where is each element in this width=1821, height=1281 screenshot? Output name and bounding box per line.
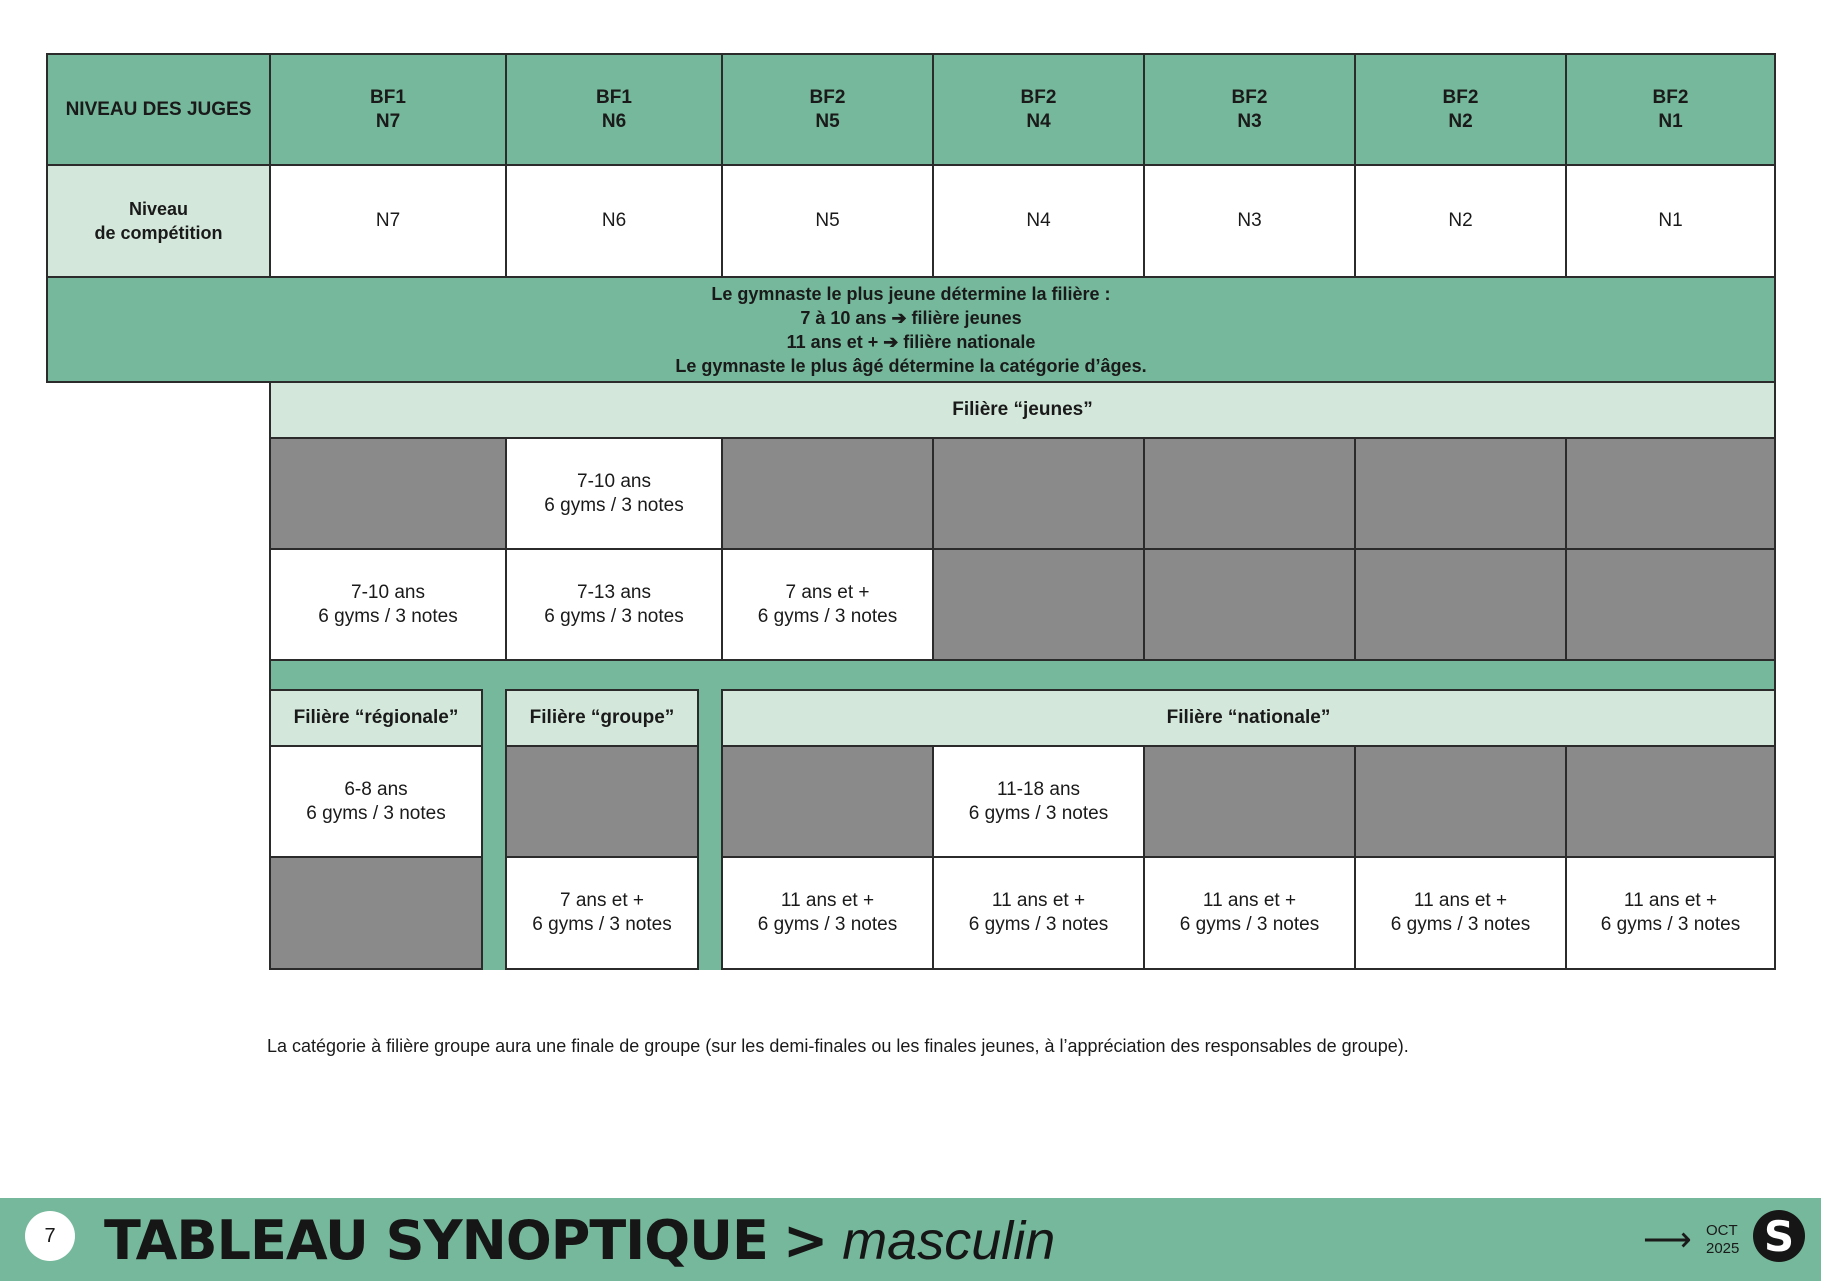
jeunes-n6-cell: 7-10 ans 6 gyms / 3 notes	[505, 437, 723, 550]
rules-band	[46, 276, 1776, 383]
empty-cell	[1143, 437, 1356, 550]
date-month: OCT	[1706, 1222, 1738, 1239]
jeunes-n6-cell-2: 7-13 ans 6 gyms / 3 notes	[505, 548, 723, 661]
filiere-regionale-title: Filière “régionale”	[269, 689, 483, 747]
page-number: 7	[25, 1211, 75, 1261]
empty-cell	[269, 856, 483, 970]
header-col-1: BF1 N7	[269, 53, 507, 166]
header-col-3: BF2 N5	[721, 53, 934, 166]
competition-level-cell: N7	[269, 164, 507, 278]
empty-cell	[1565, 548, 1776, 661]
competition-level-cell: N3	[1143, 164, 1356, 278]
competition-level-cell: N2	[1354, 164, 1567, 278]
competition-level-cell: N4	[932, 164, 1145, 278]
jeunes-n5-cell: 7 ans et + 6 gyms / 3 notes	[721, 548, 934, 661]
nationale-cell: 11 ans et + 6 gyms / 3 notes	[932, 856, 1145, 970]
title-bold: TABLEAU SYNOPTIQUE	[104, 1209, 768, 1272]
groupe-cell: 7 ans et + 6 gyms / 3 notes	[505, 856, 699, 970]
empty-cell	[1143, 745, 1356, 858]
competition-level-label: Niveau de compétition	[46, 164, 271, 278]
title-separator: >	[782, 1209, 828, 1272]
header-col-5: BF2 N3	[1143, 53, 1356, 166]
filiere-groupe-title: Filière “groupe”	[505, 689, 699, 747]
regionale-cell: 6-8 ans 6 gyms / 3 notes	[269, 745, 483, 858]
empty-cell	[721, 437, 934, 550]
empty-cell	[1354, 548, 1567, 661]
competition-level-cell: N1	[1565, 164, 1776, 278]
empty-cell	[1565, 745, 1776, 858]
empty-cell	[1354, 745, 1567, 858]
separator-column	[481, 690, 505, 970]
empty-cell	[505, 745, 699, 858]
empty-cell	[1565, 437, 1776, 550]
header-col-6: BF2 N2	[1354, 53, 1567, 166]
logo-icon: S	[1753, 1210, 1805, 1262]
date-year: 2025	[1706, 1240, 1740, 1257]
nationale-cell: 11 ans et + 6 gyms / 3 notes	[721, 856, 934, 970]
nationale-n4-cell: 11-18 ans 6 gyms / 3 notes	[932, 745, 1145, 858]
empty-cell	[721, 745, 934, 858]
footnote: La catégorie à filière groupe aura une finale de groupe (sur les demi-finales ou les finales jeunes, à l’appréciation des responsables de groupe).	[267, 1036, 1409, 1056]
competition-level-cell: N5	[721, 164, 934, 278]
separator-band	[269, 661, 1776, 691]
rule-line: 11 ans et + ➔ filière nationale	[786, 331, 1036, 352]
header-col-4: BF2 N4	[932, 53, 1145, 166]
empty-cell	[932, 437, 1145, 550]
rule-line: Le gymnaste le plus âgé détermine la catégorie d’âges.	[675, 355, 1147, 376]
competition-level-cell: N6	[505, 164, 723, 278]
separator-column	[697, 690, 721, 970]
page-title	[104, 1208, 1055, 1274]
empty-cell	[932, 548, 1145, 661]
nationale-cell: 11 ans et + 6 gyms / 3 notes	[1565, 856, 1776, 970]
rule-line: 7 à 10 ans ➔ filière jeunes	[800, 307, 1022, 328]
arrow-right-icon: ⟶	[1643, 1221, 1692, 1259]
edition-date	[1706, 1222, 1739, 1258]
header-col-2: BF1 N6	[505, 53, 723, 166]
title-italic: masculin	[842, 1211, 1056, 1271]
nationale-cell: 11 ans et + 6 gyms / 3 notes	[1143, 856, 1356, 970]
rule-line: Le gymnaste le plus jeune détermine la filière :	[711, 283, 1111, 304]
jeunes-n7-cell: 7-10 ans 6 gyms / 3 notes	[269, 548, 507, 661]
filiere-nationale-title: Filière “nationale”	[721, 689, 1776, 747]
filiere-jeunes-title: Filière “jeunes”	[269, 381, 1776, 439]
header-corner: NIVEAU DES JUGES	[46, 53, 271, 166]
empty-cell	[269, 437, 507, 550]
empty-cell	[1354, 437, 1567, 550]
nationale-cell: 11 ans et + 6 gyms / 3 notes	[1354, 856, 1567, 970]
header-col-7: BF2 N1	[1565, 53, 1776, 166]
empty-cell	[1143, 548, 1356, 661]
